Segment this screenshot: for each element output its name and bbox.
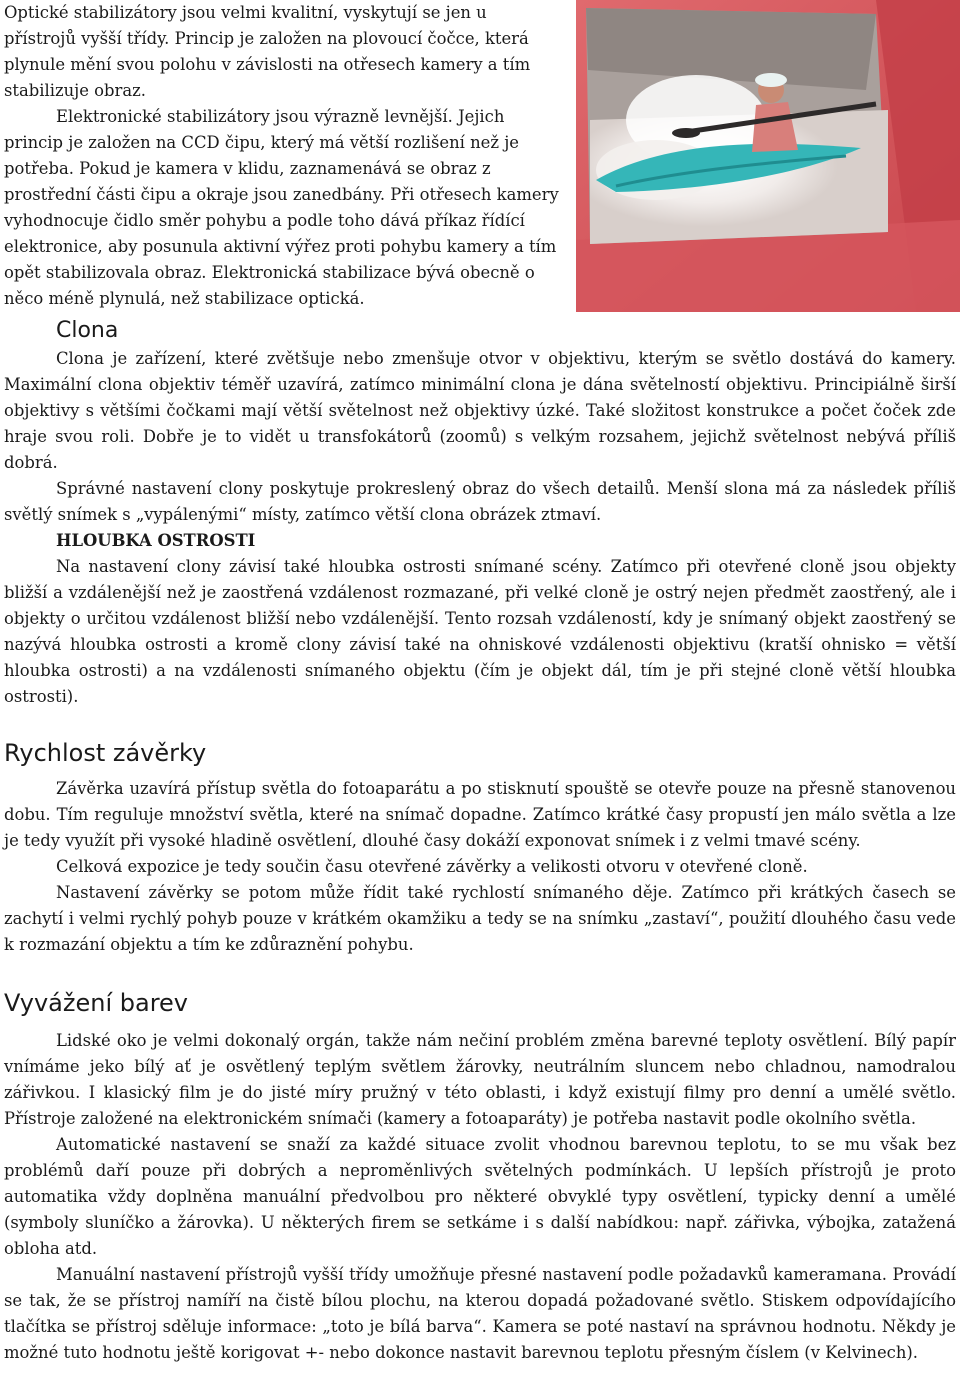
heading-clona: Clona — [56, 318, 119, 343]
heading-hloubka-ostrosti: HLOUBKA OSTROSTI — [56, 531, 256, 550]
paragraph: Nastavení závěrky se potom může řídit také rychlostí snímaného děje. Zatímco při krátkých časech se zachytí i velmi rychlý pohyb pouze v krátkém okamžiku a tedy se na snímku „zastaví“, použití dlouhého času vede k rozmazání objektu a tím ke zdůraznění pohybu. — [4, 883, 956, 954]
stabilization-section — [4, 0, 560, 312]
paragraph: Lidské oko je velmi dokonalý orgán, takže nám nečiní problém změna barevné teploty osvětlení. Bílý papír vnímáme jeko bílý ať je osvětlený teplým světlem žárovky, neutrálním sluncem nebo chladnou, namodralou zářivkou. I klasický film je do jisté míry pružný v této oblasti, i když existují filmy pro denní a umělé světlo. Přístroje založené na elektronickém snímači (kamery a fotoaparáty) je potřeba nastavit podle okolního světla. — [4, 1031, 956, 1128]
paragraph: Manuální nastavení přístrojů vyšší třídy umožňuje přesné nastavení podle požadavků kameramana. Provádí se tak, že se přístroj namíří na čistě bílou plochu, na kterou dopadá požadované světlo. Stiskem odpovídajícího tlačítka se přístroj sděluje informace: „toto je bílá barva“. Kamera se poté nastaví na správnou hodnotu. Někdy je možné tuto hodnotu ještě korigovat +- nebo dokonce nastavit barevnou teplotu přesným číslem (v Kelvinech). — [4, 1265, 956, 1362]
paragraph: Clona je zařízení, které zvětšuje nebo zmenšuje otvor v objektivu, kterým se světlo dostává do kamery. Maximální clona objektiv téměř uzavírá, zatímco minimální clona je dána světelností objektivu. Principiálně širší objektivy s většími čočkami mají větší světelnost než objektivy úzké. Také složitost konstrukce a počet čoček zde hraje svou roli. Dobře je to vidět u transfokátorů (zoomů) s velkým rozsahem, jejichž světelnost nebývá příliš dobrá. — [4, 349, 956, 472]
helmet-icon — [755, 73, 787, 87]
heading-vyvazeni-barev: Vyvážení barev — [4, 989, 189, 1017]
paragraph: Optické stabilizátory jsou velmi kvalitní, vyskytují se jen u přístrojů vyšší třídy. Princip je založen na plovoucí čočce, která plynule mění svou polohu v závislosti na otřesech kamery a tím stabilizuje obraz. — [4, 3, 531, 100]
paragraph: Automatické nastavení se snaží za každé situace zvolit vhodnou barevnou teplotu, to se mu však bez problémů daří pouze při dobrých a neproměnlivých světelných podmínkách. U lepších přístrojů je proto automatika vždy doplněna manuální předvolbou pro některé obvyklé typy osvětlení, typicky denní a umělé (symboly sluníčko a žárovka). U některých firem se setkáme i s další nabídkou: např. zářivka, výbojka, zatažená obloha atd. — [4, 1135, 956, 1258]
main-sections — [4, 316, 956, 1366]
kayaker-photo — [576, 0, 960, 312]
paragraph: Správné nastavení clony poskytuje prokreslený obraz do všech detailů. Menší slona má za následek příliš světlý snímek s „vypálenými“ místy, zatímco větší clona obrázek ztmaví. — [4, 479, 956, 524]
paragraph: Celková expozice je tedy součin času otevřené závěrky a velikosti otvoru v otevřené cloně. — [56, 857, 808, 876]
paragraph: Elektronické stabilizátory jsou výrazně levnější. Jejich princip je založen na CCD čipu, který má větší rozlišení než je potřeba. Pokud je kamera v klidu, zaznamenává se obraz z prostřední části čipu a okraje jsou zanedbány. Při otřesech kamery vyhodnocuje čidlo směr pohybu a podle toho dává příkaz řídící elektronice, aby posunula aktivní výřez proti pohybu kamery a tím opět stabilizovala obraz. Elektronická stabilizace bývá obecně o něco méně plynulá, než stabilizace optická. — [4, 107, 559, 308]
paragraph: Na nastavení clony závisí také hloubka ostrosti snímané scény. Zatímco při otevřené cloně jsou objekty bližší a vzdálenější než je zaostřená vzdálenost rozmazané, při velké cloně je ostrý nejen předmět zaostřený, ale i objekty o určitou vzdálenost bližší nebo vzdálenější. Tento rozsah vzdáleností, kdy je snímaný objekt zaostřený se nazývá hloubka ostrosti a kromě clony závisí také na ohniskové vzdálenosti objektivu (kratší ohnisko = větší hloubka ostrosti) a na vzdálenosti snímaného objektu (čím je objekt dál, tím je při stejné cloně větší hloubka ostrosti). — [4, 557, 956, 706]
heading-rychlost-zaverky: Rychlost závěrky — [4, 739, 207, 767]
paragraph: Závěrka uzavírá přístup světla do fotoaparátu a po stisknutí spouště se otevře pouze na přesně stanovenou dobu. Tím reguluje množství světla, které na snímač dopadne. Zatímco krátké časy propustí jen málo světla a lze je tedy využít při vysoké hladině osvětlení, dlouhé časy dokáží exponovat snímek i z velmi tmavé scény. — [4, 779, 956, 850]
